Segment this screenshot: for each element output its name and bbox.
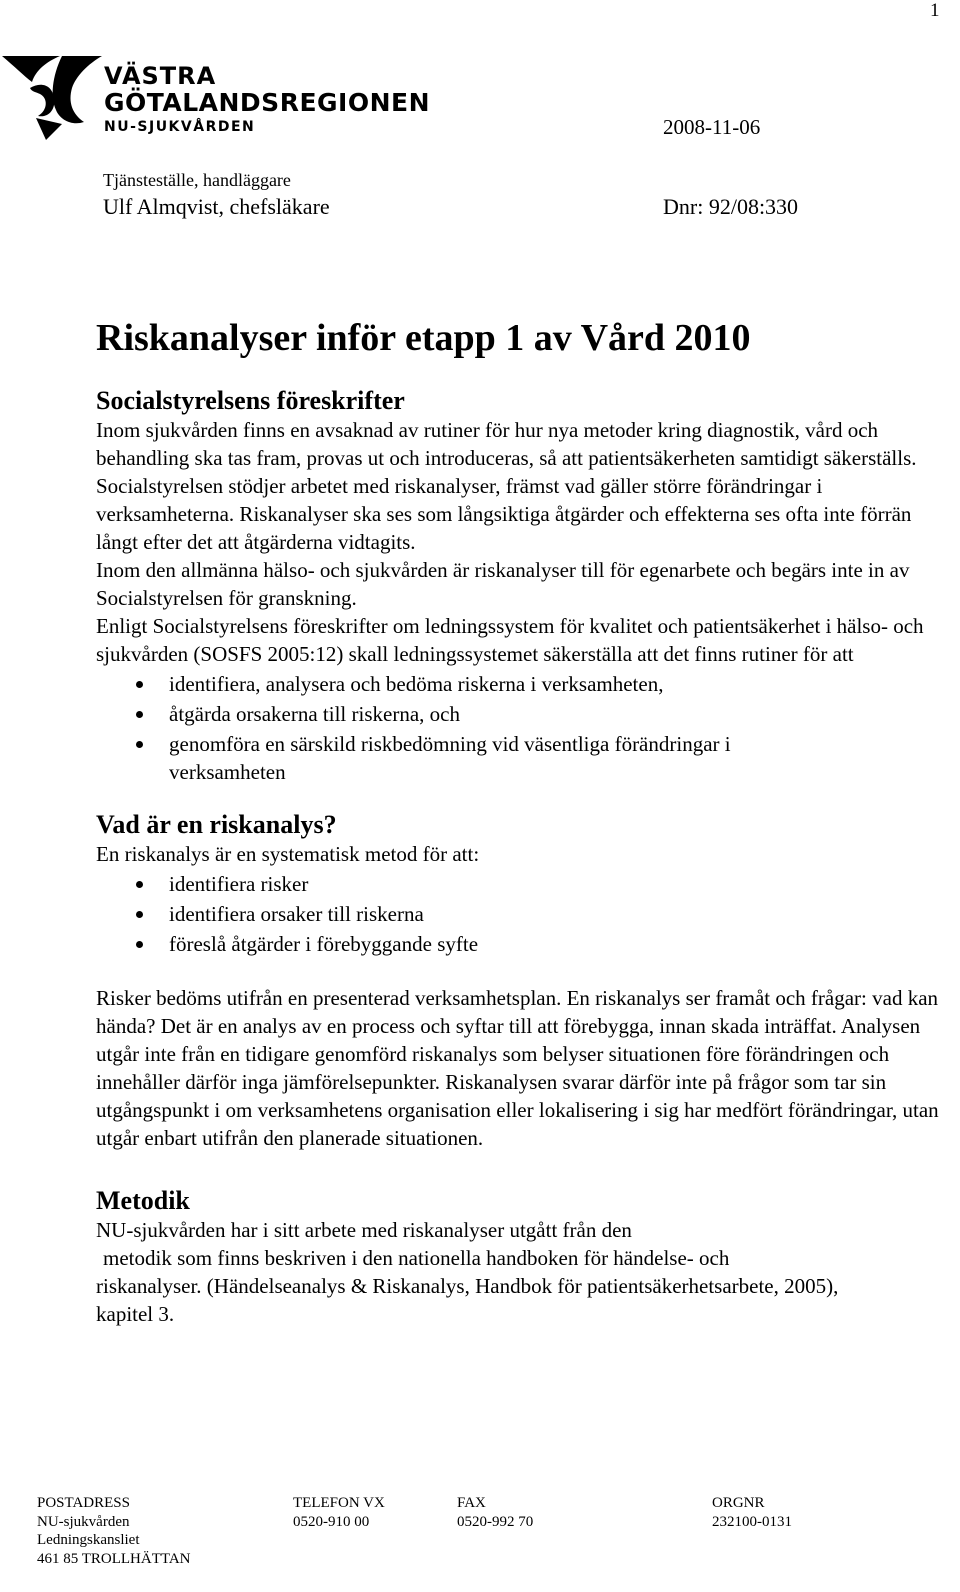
list-item: genomföra en särskild riskbedömning vid väsentliga förändringar i verksamheten	[96, 730, 956, 786]
list-item: identifiera orsaker till riskerna	[96, 900, 956, 928]
section-heading-methodology: Metodik	[96, 1186, 190, 1215]
footer-value: 0520-992 70	[457, 1513, 534, 1530]
footer-value: 232100-0131	[712, 1513, 792, 1530]
bullet-list	[96, 670, 956, 786]
region-logo-icon	[2, 54, 106, 142]
list-item: identifiera, analysera och bedöma riskerna i verksamheten,	[96, 670, 956, 698]
diary-number: Dnr: 92/08:330	[663, 194, 799, 219]
bullet-list	[96, 870, 956, 958]
handler-label: Tjänsteställe, handläggare	[103, 170, 291, 190]
footer-value: NU-sjukvården	[37, 1513, 130, 1530]
logo-line-3: NU-SJUKVÅRDEN	[104, 119, 256, 135]
page-number: 1	[930, 0, 940, 21]
paragraph-line: riskanalyser. (Händelseanalys & Riskanalys, Handbok för patientsäkerhetsarbete, 2005), kapitel 3.	[96, 1274, 839, 1326]
footer-label: FAX	[457, 1495, 486, 1511]
paragraph: Inom den allmänna hälso- och sjukvården är riskanalyser till för egenarbete och begärs inte in av Socialstyrelsen för granskning.	[96, 558, 910, 610]
paragraph: Enligt Socialstyrelsens föreskrifter om ledningssystem för kvalitet och patientsäkerhet i hälso- och sjukvården (SOSFS 2005:12) skall ledningssystemet säkerställa att det finns rutiner för att	[96, 614, 924, 666]
footer-label: POSTADRESS	[37, 1495, 130, 1511]
logo-line-1: VÄSTRA	[104, 62, 217, 90]
footer-value: 461 85 TROLLHÄTTAN	[37, 1550, 191, 1567]
paragraph: En riskanalys är en systematisk metod för att:	[96, 842, 480, 866]
list-item: åtgärda orsakerna till riskerna, och	[96, 700, 956, 728]
region-logo-wordmark	[104, 64, 430, 134]
handler-name: Ulf Almqvist, chefsläkare	[103, 194, 330, 219]
footer-label: ORGNR	[712, 1495, 765, 1511]
document-body	[96, 316, 956, 1328]
paragraph: Inom sjukvården finns en avsaknad av rutiner för hur nya metoder kring diagnostik, vård och behandling ska tas fram, provas ut och introduceras, så att patientsäkerheten samtidigt säkerställs. Socialstyrelsen stödjer arbetet med riskanalyser, främst vad gäller större förändringar i verksamheterna. Riskanalyser ska ses som långsiktiga åtgärder och effekterna ses ofta inte förrän långt efter det att åtgärderna vidtagits.	[96, 418, 917, 554]
section-heading-what-is-risk-analysis: Vad är en riskanalys?	[96, 810, 337, 839]
document-date: 2008-11-06	[663, 115, 761, 139]
paragraph: Risker bedöms utifrån en presenterad verksamhetsplan. En riskanalys ser framåt och frågar: vad kan hända? Det är en analys av en process och syftar till att förebygga, innan skada inträffat. Analysen utgår inte från en tidigare genomförd riskanalys som belyser situationen före förändringen och innehåller därför inga jämförelsepunkter. Riskanalysen svarar därför inte på frågor som tar sin utgångspunkt i om verksamhetens organisation eller lokalisering i sig har medfört förändringar, utan utgår enbart utifrån den planerade situationen.	[96, 986, 939, 1150]
footer-fax	[457, 1494, 533, 1531]
paragraph-line: metodik som finns beskriven i den nationella handboken för händelse- och	[103, 1246, 730, 1270]
document-title: Riskanalyser inför etapp 1 av Vård 2010	[96, 317, 751, 359]
section-heading-regulations: Socialstyrelsens föreskrifter	[96, 386, 405, 415]
footer-value: Ledningskansliet	[37, 1532, 140, 1548]
footer-phone	[293, 1494, 385, 1531]
footer-label: TELEFON VX	[293, 1495, 385, 1511]
paragraph-line: NU-sjukvården har i sitt arbete med riskanalyser utgått från den	[96, 1218, 632, 1242]
list-item: föreslå åtgärder i förebyggande syfte	[96, 930, 956, 958]
list-item: identifiera risker	[96, 870, 956, 898]
logo-line-2: GÖTALANDSREGIONEN	[104, 88, 431, 117]
footer-postal-address	[37, 1494, 191, 1568]
footer-value: 0520-910 00	[293, 1513, 370, 1530]
footer-org-number	[712, 1494, 792, 1531]
